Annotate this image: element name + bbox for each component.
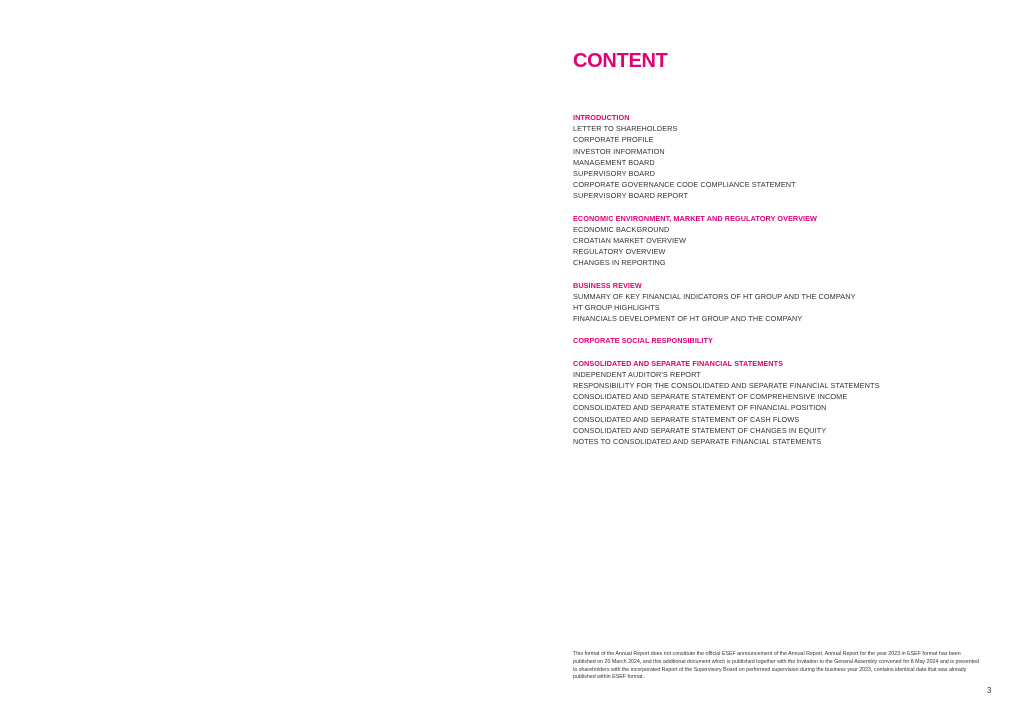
toc-entry[interactable]: CROATIAN MARKET OVERVIEW: [573, 236, 687, 246]
toc-heading-economic-environment[interactable]: ECONOMIC ENVIRONMENT, MARKET AND REGULATORY OVERVIEW: [573, 213, 817, 223]
toc-entry[interactable]: NOTES TO CONSOLIDATED AND SEPARATE FINANCIAL STATEMENTS: [573, 437, 822, 447]
toc-section-financial-statements: [573, 358, 993, 448]
toc-heading-financial-statements[interactable]: CONSOLIDATED AND SEPARATE FINANCIAL STATEMENTS: [573, 358, 783, 368]
page-title: CONTENT: [573, 50, 668, 72]
toc-heading-introduction[interactable]: INTRODUCTION: [573, 113, 630, 122]
toc-entry[interactable]: SUPERVISORY BOARD REPORT: [573, 191, 688, 201]
toc-entry[interactable]: RESPONSIBILITY FOR THE CONSOLIDATED AND SEPARATE FINANCIAL STATEMENTS: [573, 381, 880, 391]
toc-entry[interactable]: MANAGEMENT BOARD: [573, 157, 655, 167]
toc-entry[interactable]: LETTER TO SHAREHOLDERS: [573, 124, 678, 134]
esef-disclaimer-footnote: This format of the Annual Report does not constitute the official ESEF announcement of the Annual Report. Annual Report for the year 2023 in ESEF format has been published on 20 March 2024, and this additional document which is published together with the Invitation to the General Assembly convened for 8 May 2024 and is presented to shareholders with the incorporated Report of the Supervisory Board on performed supervision during the business year 2023, contains identical data that was already published within ESEF format.: [573, 651, 980, 681]
toc-entry[interactable]: REGULATORY OVERVIEW: [573, 247, 666, 257]
toc-section-introduction: [573, 112, 993, 202]
toc-entry[interactable]: CONSOLIDATED AND SEPARATE STATEMENT OF CASH FLOWS: [573, 414, 800, 424]
toc-section-economic-environment: [573, 213, 993, 269]
table-of-contents: [573, 112, 993, 458]
toc-entry[interactable]: CHANGES IN REPORTING: [573, 258, 666, 268]
toc-entry[interactable]: FINANCIALS DEVELOPMENT OF HT GROUP AND THE COMPANY: [573, 314, 803, 324]
toc-heading-business-review[interactable]: BUSINESS REVIEW: [573, 280, 642, 290]
page-number: 3: [987, 686, 992, 695]
toc-entry[interactable]: HT GROUP HIGHLIGHTS: [573, 303, 660, 313]
toc-entry[interactable]: ECONOMIC BACKGROUND: [573, 224, 670, 234]
toc-entry[interactable]: INDEPENDENT AUDITOR'S REPORT: [573, 369, 701, 379]
toc-section-business-review: [573, 280, 993, 325]
toc-entry[interactable]: SUMMARY OF KEY FINANCIAL INDICATORS OF HT GROUP AND THE COMPANY: [573, 291, 856, 301]
toc-section-corporate-social-responsibility: [573, 335, 993, 346]
toc-entry[interactable]: CONSOLIDATED AND SEPARATE STATEMENT OF FINANCIAL POSITION: [573, 403, 827, 413]
toc-entry[interactable]: CORPORATE PROFILE: [573, 135, 654, 145]
toc-entry[interactable]: CONSOLIDATED AND SEPARATE STATEMENT OF CHANGES IN EQUITY: [573, 425, 827, 435]
toc-entry[interactable]: CONSOLIDATED AND SEPARATE STATEMENT OF COMPREHENSIVE INCOME: [573, 392, 848, 402]
toc-entry[interactable]: SUPERVISORY BOARD: [573, 169, 655, 179]
toc-entry[interactable]: INVESTOR INFORMATION: [573, 146, 665, 156]
toc-entry[interactable]: CORPORATE GOVERNANCE CODE COMPLIANCE STATEMENT: [573, 180, 796, 190]
toc-heading-corporate-social-responsibility[interactable]: CORPORATE SOCIAL RESPONSIBILITY: [573, 336, 713, 346]
